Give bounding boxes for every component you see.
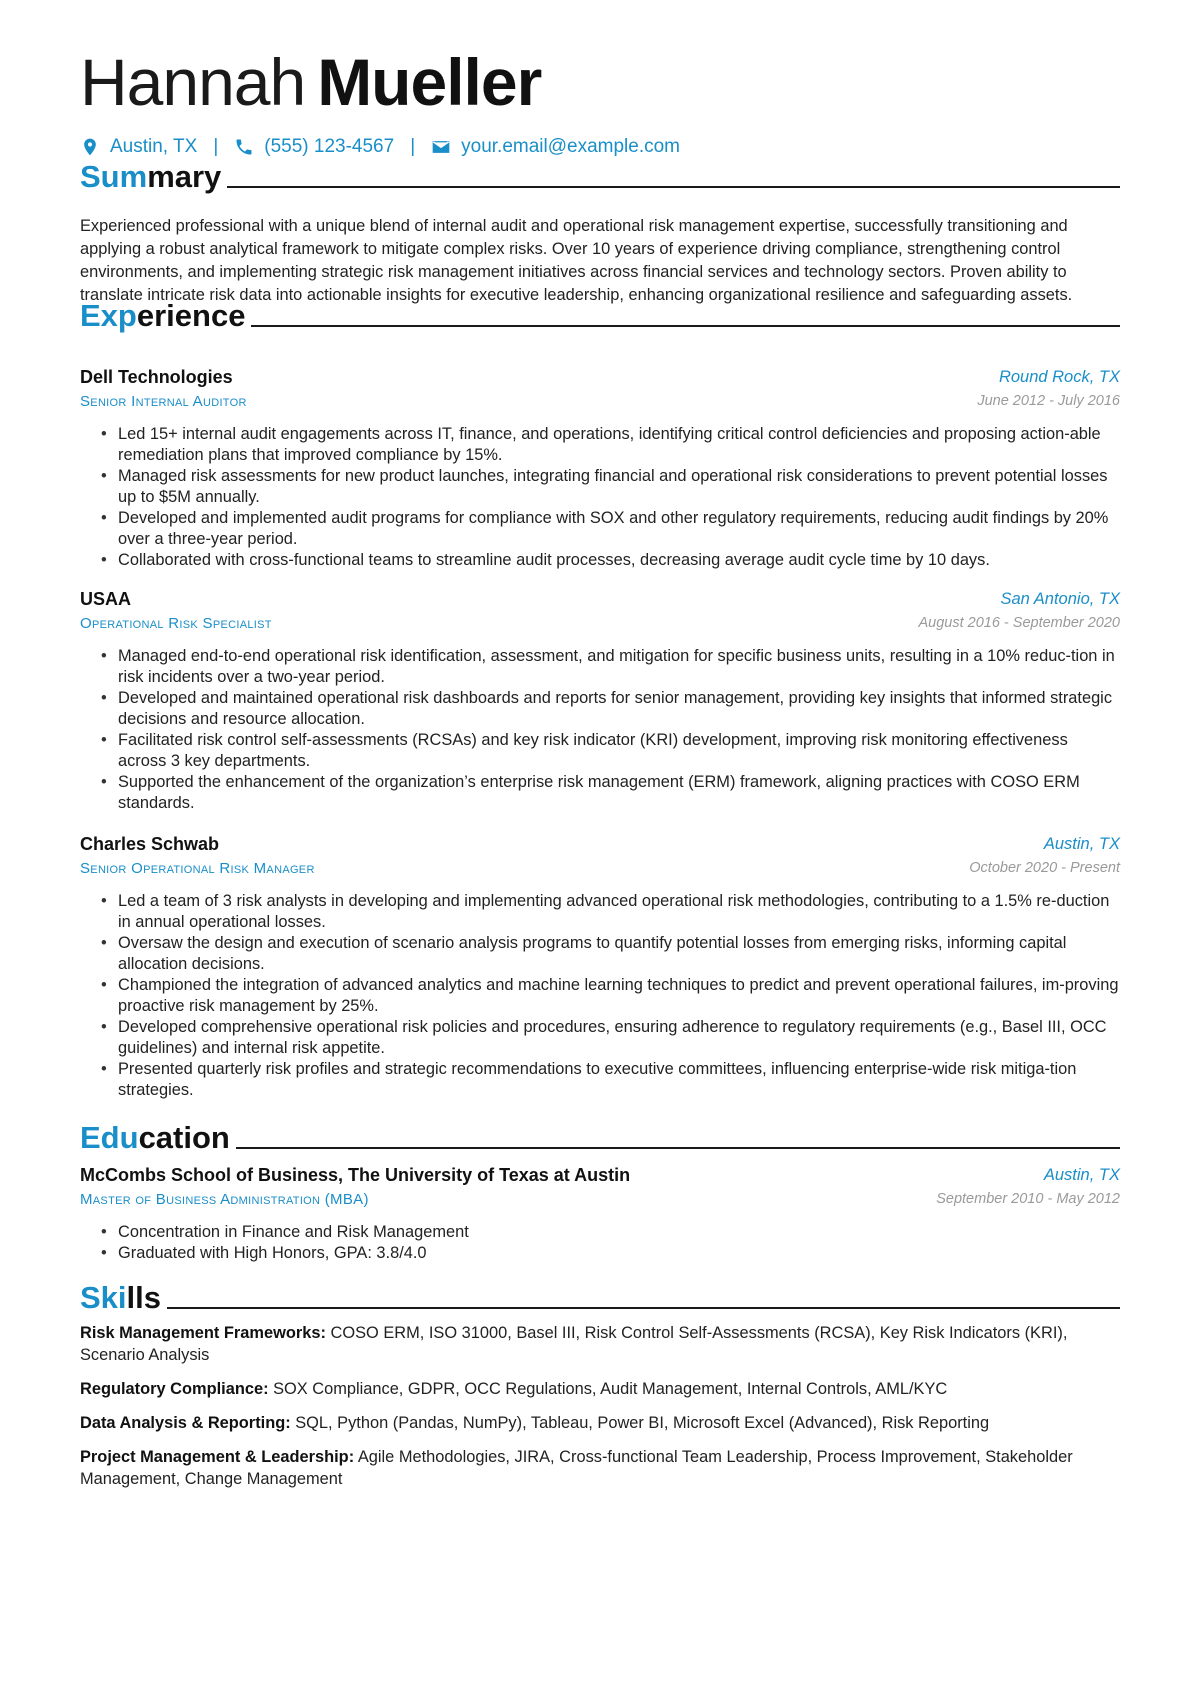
skill-items: SOX Compliance, GDPR, OCC Regulations, Audit Management, Internal Controls, AML/KYC <box>273 1380 948 1398</box>
location-text: Austin, TX <box>110 136 198 157</box>
section-title: Skills <box>80 1280 161 1315</box>
skill-items: SQL, Python (Pandas, NumPy), Tableau, Power BI, Microsoft Excel (Advanced), Risk Reporting <box>295 1414 990 1432</box>
phone-text: (555) 123-4567 <box>264 136 395 157</box>
section-heading-skills <box>80 1276 1120 1316</box>
list-item: • Collaborated with cross-functional teams to streamline audit processes, decreasing average audit cycle time by 10 days. <box>118 550 1120 571</box>
section-heading-experience <box>80 294 1120 334</box>
school: McCombs School of Business, The University of Texas at Austin <box>80 1164 631 1185</box>
last-name: Mueller <box>317 45 542 119</box>
bullet-list <box>80 424 1120 571</box>
contact-separator: | <box>410 136 416 157</box>
experience-entry <box>80 831 1120 1101</box>
school-location: Austin, TX <box>1043 1165 1120 1184</box>
job-dates: June 2012 - July 2016 <box>977 393 1120 409</box>
summary-text: Experienced professional with a unique blend of internal audit and operational risk management expertise, successfully transitioning and applying a robust analytical framework to mitigate complex risks. Over 10 years of experience driving compliance, strengthening control environments, and implementing strategic risk management initiatives across financial services and technology sectors. Proven ability to translate intricate risk data into actionable insights for executive leadership, enhancing organizational resilience and safeguarding assets. <box>80 217 1073 304</box>
phone-icon <box>234 137 254 157</box>
experience-entry <box>80 364 1120 571</box>
job-title: Senior Operational Risk Manager <box>80 859 315 877</box>
list-item: • Developed and maintained operational risk dashboards and reports for senior management, providing key insights that informed strategic decisions and resource allocation. <box>118 688 1120 730</box>
section-title: Education <box>80 1120 230 1155</box>
section-title: Experience <box>80 298 246 333</box>
skill-row <box>80 1446 1120 1490</box>
section-title: Summary <box>80 159 222 194</box>
list-item: • Led 15+ internal audit engagements across IT, finance, and operations, identifying critical control deficiencies and proposing action-able remediation plans that improved compliance by 15%. <box>118 424 1120 466</box>
section-rule <box>227 186 1120 188</box>
job-location: San Antonio, TX <box>1000 589 1120 608</box>
email-link: your.email@example.com <box>461 136 680 157</box>
education-dates: September 2010 - May 2012 <box>936 1191 1120 1207</box>
employer: Dell Technologies <box>80 366 233 387</box>
first-name: Hannah <box>80 45 306 119</box>
job-dates: August 2016 - September 2020 <box>918 615 1120 631</box>
list-item: • Graduated with High Honors, GPA: 3.8/4.0 <box>118 1243 1120 1264</box>
list-item: • Managed end-to-end operational risk identification, assessment, and mitigation for specific business units, resulting in a 10% reduc-tion in risk incidents over a two-year period. <box>118 646 1120 688</box>
bullet-list <box>80 1222 1120 1264</box>
employer: USAA <box>80 588 132 609</box>
skill-category: Data Analysis & Reporting: <box>80 1414 291 1432</box>
section-rule <box>236 1147 1120 1149</box>
section-rule <box>167 1307 1120 1309</box>
list-item: • Developed comprehensive operational risk policies and procedures, ensuring adherence to regulatory requirements (e.g., Basel III, OCC guidelines) and internal risk appetite. <box>118 1017 1120 1059</box>
job-title: Operational Risk Specialist <box>80 614 272 632</box>
skill-category: Project Management & Leadership: <box>80 1448 355 1466</box>
skills-list <box>80 1322 1120 1502</box>
job-title: Senior Internal Auditor <box>80 392 247 410</box>
experience-entry <box>80 586 1120 814</box>
list-item: • Developed and implemented audit programs for compliance with SOX and other regulatory requirements, reducing audit findings by 20% over a three-year period. <box>118 508 1120 550</box>
education-entry <box>80 1162 1120 1264</box>
list-item: • Championed the integration of advanced analytics and machine learning techniques to predict and prevent operational failures, im-proving proactive risk management by 25%. <box>118 975 1120 1017</box>
skill-row <box>80 1378 1120 1400</box>
skill-category: Risk Management Frameworks: <box>80 1324 326 1342</box>
degree: Master of Business Administration (MBA) <box>80 1190 369 1208</box>
list-item: • Oversaw the design and execution of scenario analysis programs to quantify potential losses from emerging risks, informing capital allocation decisions. <box>118 933 1120 975</box>
list-item: • Presented quarterly risk profiles and strategic recommendations to executive committees, influencing enterprise-wide risk mitiga-tion strategies. <box>118 1059 1120 1101</box>
job-location: Round Rock, TX <box>998 367 1120 386</box>
bullet-list <box>80 646 1120 814</box>
job-location: Austin, TX <box>1043 834 1120 853</box>
map-pin-icon <box>80 137 100 157</box>
envelope-icon <box>431 137 451 157</box>
candidate-name <box>80 42 541 122</box>
list-item: • Managed risk assessments for new product launches, integrating financial and operational risk considerations to prevent potential losses up to $5M annually. <box>118 466 1120 508</box>
list-item: • Led a team of 3 risk analysts in developing and implementing advanced operational risk methodologies, contributing to a 1.5% re-duction in annual operational losses. <box>118 891 1120 933</box>
skill-items: COSO ERM, ISO 31000, Basel III, Risk Control Self-Assessments (RCSA), Key Risk Indicators (KRI), Scenario Analysis <box>80 1324 1068 1364</box>
section-heading-education <box>80 1116 1120 1156</box>
skill-category: Regulatory Compliance: <box>80 1380 269 1398</box>
employer: Charles Schwab <box>80 833 220 854</box>
skill-row <box>80 1322 1120 1366</box>
skill-items: Agile Methodologies, JIRA, Cross-functional Team Leadership, Process Improvement, Stakeholder Management, Change Management <box>80 1448 1073 1488</box>
list-item: • Concentration in Finance and Risk Management <box>118 1222 1120 1243</box>
bullet-list <box>80 891 1120 1101</box>
list-item: • Facilitated risk control self-assessments (RCSAs) and key risk indicator (KRI) development, improving risk monitoring effectiveness across 3 key departments. <box>118 730 1120 772</box>
job-dates: October 2020 - Present <box>969 860 1120 876</box>
skill-row <box>80 1412 1120 1434</box>
section-rule <box>251 325 1120 327</box>
list-item: • Supported the enhancement of the organization’s enterprise risk management (ERM) framework, aligning practices with COSO ERM standards. <box>118 772 1120 814</box>
contact-separator: | <box>213 136 219 157</box>
section-heading-summary <box>80 155 1120 195</box>
